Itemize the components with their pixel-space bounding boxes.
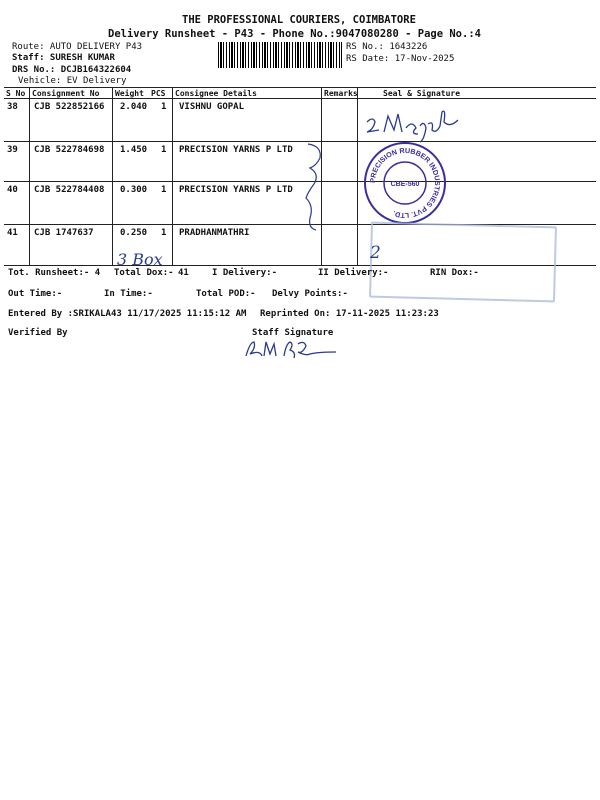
faded-rectangular-stamp — [369, 222, 557, 303]
route-label: Route: AUTO DELIVERY P43 — [12, 42, 143, 52]
table-header-border — [4, 98, 596, 99]
col-header-remarks: Remarks — [324, 89, 358, 98]
vehicle-label: Vehicle: EV Delivery — [18, 76, 127, 86]
col-divider — [172, 87, 173, 265]
row-pcs: 1 — [161, 102, 167, 112]
row-weight: 0.300 — [120, 185, 148, 195]
col-header-weight: Weight — [115, 89, 144, 98]
row-consignee: PRECISION YARNS P LTD — [179, 145, 293, 155]
svg-text:2: 2 — [370, 243, 381, 263]
drs-number: DRS No.: DCJB164322604 — [12, 65, 132, 75]
total-runsheet: Tot. Runsheet:- 4 — [8, 268, 101, 278]
reprinted-on: Reprinted On: 17-11-2025 11:23:23 — [260, 309, 439, 319]
row-consignee: PRECISION YARNS P LTD — [179, 185, 293, 195]
col-header-consignee: Consignee Details — [175, 89, 257, 98]
col-header-consignment: Consignment No — [32, 89, 100, 98]
verified-by-label: Verified By — [8, 328, 68, 338]
row-weight: 2.040 — [120, 102, 148, 112]
svg-text:CBE-560: CBE-560 — [390, 181, 420, 188]
entered-by: Entered By :SRIKALA43 11/17/2025 11:15:12 AM — [8, 309, 247, 319]
svg-text:2 Meguhs: 2 Meguhs — [364, 118, 369, 119]
delvy-points-label: Delvy Points:- — [272, 289, 348, 299]
rs-number: RS No.: 1643226 — [346, 42, 428, 52]
svg-text:3 Box: 3 Box — [117, 250, 163, 269]
row-pcs: 1 — [161, 145, 167, 155]
company-seal-stamp — [362, 140, 448, 226]
row-consignment: CJB 522784698 — [34, 145, 105, 155]
col-header-sno: S No — [6, 89, 26, 98]
runsheet-title: Delivery Runsheet - P43 - Phone No.:9047080280 - Page No.:4 — [108, 28, 481, 40]
col-divider — [112, 87, 113, 265]
col-divider — [357, 87, 358, 265]
rs-date: RS Date: 17-Nov-2025 — [346, 54, 455, 64]
row-consignment: CJB 522784408 — [34, 185, 105, 195]
company-name: THE PROFESSIONAL COURIERS, COIMBATORE — [182, 14, 416, 26]
col-header-seal-signature: Seal & Signature — [383, 89, 461, 98]
staff-signature-ink — [240, 336, 340, 362]
row-sno: 41 — [7, 228, 18, 238]
row-sno: 38 — [7, 102, 18, 112]
in-time-label: In Time:- — [104, 289, 153, 299]
handwritten-signature-row38 — [362, 104, 462, 144]
rin-dox-label: RIN Dox:- — [430, 268, 479, 278]
staff-signature-label: Staff Signature — [252, 328, 334, 338]
row-consignee: VISHNU GOPAL — [179, 102, 245, 112]
total-dox-label: Total Dox:- — [114, 268, 174, 278]
row-consignee: PRADHANMATHRI — [179, 228, 250, 238]
row-sno: 40 — [7, 185, 18, 195]
out-time-label: Out Time:- — [8, 289, 63, 299]
col-header-pcs: PCS — [151, 89, 166, 98]
total-pod-label: Total POD:- — [196, 289, 256, 299]
total-dox-value: 41 — [178, 268, 189, 278]
row-consignment: CJB 522852166 — [34, 102, 105, 112]
row-weight: 1.450 — [120, 145, 148, 155]
svg-text:PRECISION RUBBER INDUSTRIES PV: PRECISION RUBBER INDUSTRIES PVT. LTD. — [367, 145, 443, 221]
handwritten-digit — [368, 238, 392, 264]
staff-label: Staff: SURESH KUMAR — [12, 53, 115, 63]
row-sno: 39 — [7, 145, 18, 155]
row-weight: 0.250 — [120, 228, 148, 238]
barcode — [218, 42, 342, 68]
row-pcs: 1 — [161, 228, 167, 238]
table-top-border — [4, 87, 596, 88]
row-consignment: CJB 1747637 — [34, 228, 94, 238]
handwritten-bracket — [298, 140, 328, 232]
row-pcs: 1 — [161, 185, 167, 195]
i-delivery-label: I Delivery:- — [212, 268, 278, 278]
col-divider — [29, 87, 30, 265]
ii-delivery-label: II Delivery:- — [318, 268, 389, 278]
